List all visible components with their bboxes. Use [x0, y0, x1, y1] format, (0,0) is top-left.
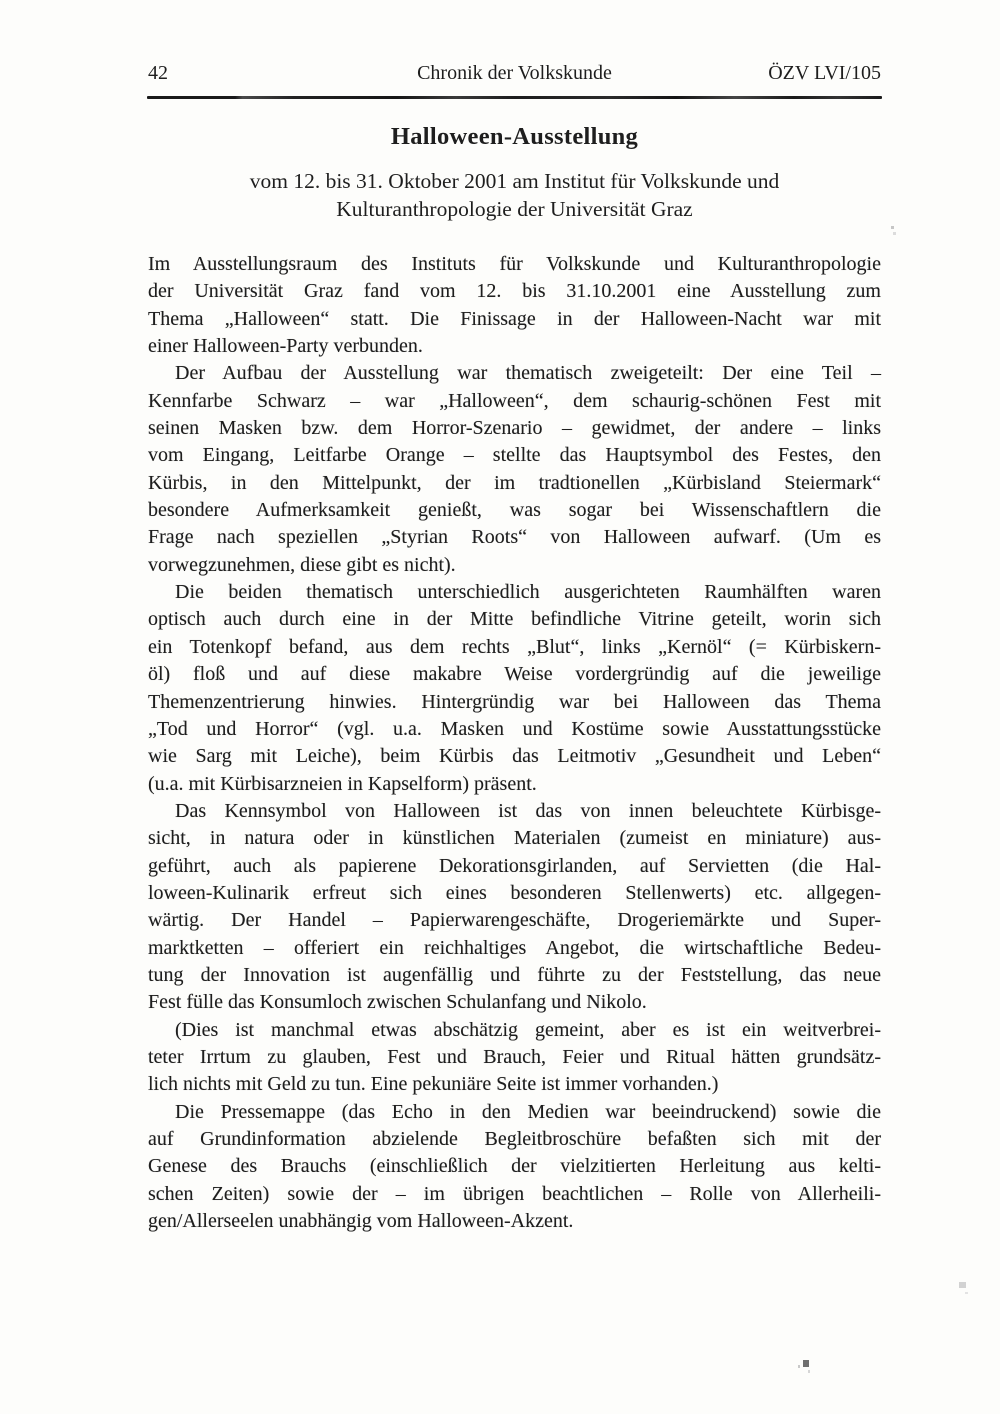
- paragraph: [148, 579, 881, 798]
- running-title: Chronik der Volkskunde: [417, 62, 612, 84]
- scan-artifact: [891, 226, 894, 229]
- text-line: tung der Innovation ist augenfällig und führte zu der Feststellung, das neue: [148, 963, 881, 986]
- text-line: sicht, in natura oder in künstlichen Materialen (zumeist en miniature) aus-: [148, 827, 881, 850]
- text-line: geführt, auch als papierene Dekorationsgirlanden, auf Servietten (die Hal-: [148, 854, 881, 877]
- scan-artifact: [959, 1282, 966, 1288]
- paragraph: [148, 251, 881, 360]
- paragraph: [148, 360, 881, 579]
- text-line: öl) floß und auf diese makabre Weise vordergründig auf die jeweilige: [148, 663, 881, 686]
- text-line: Das Kennsymbol von Halloween ist das von innen beleuchtete Kürbisge-: [175, 799, 881, 822]
- subtitle-line: vom 12. bis 31. Oktober 2001 am Institut für Volkskunde und: [249, 169, 780, 193]
- text-line: Kürbis, in den Mittelpunkt, der im tradtionellen „Kürbisland Steiermark“: [148, 471, 881, 494]
- text-line: auf Grundinformation abzielende Begleitbroschüre befaßten sich mit der: [148, 1128, 881, 1150]
- running-header: [148, 62, 881, 88]
- header-rule: [147, 96, 882, 99]
- text-line: Themenzentrierung hinwies. Hintergründig war bei Halloween das Thema: [148, 690, 881, 713]
- subtitle-line: Kulturanthropologie der Universität Graz: [336, 197, 693, 221]
- text-line: wärtig. Der Handel – Papierwarengeschäfte, Drogeriemärkte und Super-: [148, 909, 881, 932]
- text-line: „Tod und Horror“ (vgl. u.a. Masken und Kostüme sowie Ausstattungsstücke: [148, 717, 881, 740]
- text-line: (u.a. mit Kürbisarzneien in Kapselform) präsent.: [148, 772, 537, 795]
- text-line: (Dies ist manchmal etwas abschätzig gemeint, aber es ist ein weitverbrei-: [175, 1018, 881, 1041]
- text-line: lich nichts mit Geld zu tun. Eine pekuniäre Seite ist immer vorhanden.): [148, 1073, 719, 1096]
- text-line: Der Aufbau der Ausstellung war thematisch zweigeteilt: Der eine Teil –: [175, 362, 881, 385]
- article-body: [148, 251, 881, 1235]
- text-line: Im Ausstellungsraum des Instituts für Volkskunde und Kulturanthropologie: [148, 253, 881, 275]
- text-line: loween-Kulinarik erfreut sich eines besonderen Stellenwerts) etc. allgegen-: [148, 881, 881, 904]
- text-line: gen/Allerseelen unabhängig vom Halloween-Akzent.: [148, 1210, 574, 1233]
- text-line: optisch auch durch eine in der Mitte befindliche Vitrine geteilt, worin sich: [148, 608, 881, 631]
- text-line: Thema „Halloween“ statt. Die Finissage in der Halloween-Nacht war mit: [148, 307, 881, 330]
- text-line: Die Pressemappe (das Echo in den Medien war beeindruckend) sowie die: [175, 1100, 881, 1123]
- page-number: 42: [148, 62, 168, 84]
- paragraph: [148, 1017, 881, 1099]
- text-line: Frage nach speziellen „Styrian Roots“ von Halloween aufwarf. (Um es: [148, 526, 881, 549]
- paragraph: [148, 798, 881, 1017]
- text-line: teter Irrtum zu glauben, Fest und Brauch, Feier und Ritual hätten grundsätz-: [148, 1045, 881, 1068]
- text-line: Genese des Brauchs (einschließlich der vielzitierten Herleitung aus kelti-: [148, 1155, 881, 1178]
- text-line: marktketten – offeriert ein reichhaltiges Angebot, die wirtschaftliche Bedeu-: [148, 936, 881, 959]
- text-line: einer Halloween-Party verbunden.: [148, 335, 423, 358]
- text-line: wie Sarg mit Leiche), beim Kürbis das Leitmotiv „Gesundheit und Leben“: [148, 745, 881, 768]
- text-line: schen Zeiten) sowie der – im übrigen beachtlichen – Rolle von Allerheili-: [148, 1182, 881, 1205]
- article-subtitle: [148, 167, 881, 223]
- text-line: ein Totenkopf befand, aus dem rechts „Blut“, links „Kernöl“ (= Kürbiskern-: [148, 635, 881, 658]
- journal-reference: ÖZV LVI/105: [768, 62, 881, 84]
- article-title: Halloween-Ausstellung: [390, 123, 639, 150]
- paragraph: [148, 1099, 881, 1236]
- text-line: vorwegzunehmen, diese gibt es nicht).: [148, 553, 456, 576]
- text-line: besondere Aufmerksamkeit genießt, was sogar bei Wissenschaftlern die: [148, 499, 881, 522]
- text-line: seinen Masken bzw. dem Horror-Szenario – gewidmet, der andere – links: [148, 417, 881, 440]
- text-line: der Universität Graz fand vom 12. bis 31.10.2001 eine Ausstellung zum: [148, 280, 881, 303]
- text-line: Kennfarbe Schwarz – war „Halloween“, dem schaurig-schönen Fest mit: [148, 389, 881, 412]
- text-line: Die beiden thematisch unterschiedlich ausgerichteten Raumhälften waren: [175, 581, 881, 604]
- text-line: Fest fülle das Konsumloch zwischen Schulanfang und Nikolo.: [148, 991, 647, 1014]
- scan-artifact: [803, 1360, 809, 1367]
- text-line: vom Eingang, Leitfarbe Orange – stellte das Hauptsymbol des Festes, den: [148, 444, 881, 467]
